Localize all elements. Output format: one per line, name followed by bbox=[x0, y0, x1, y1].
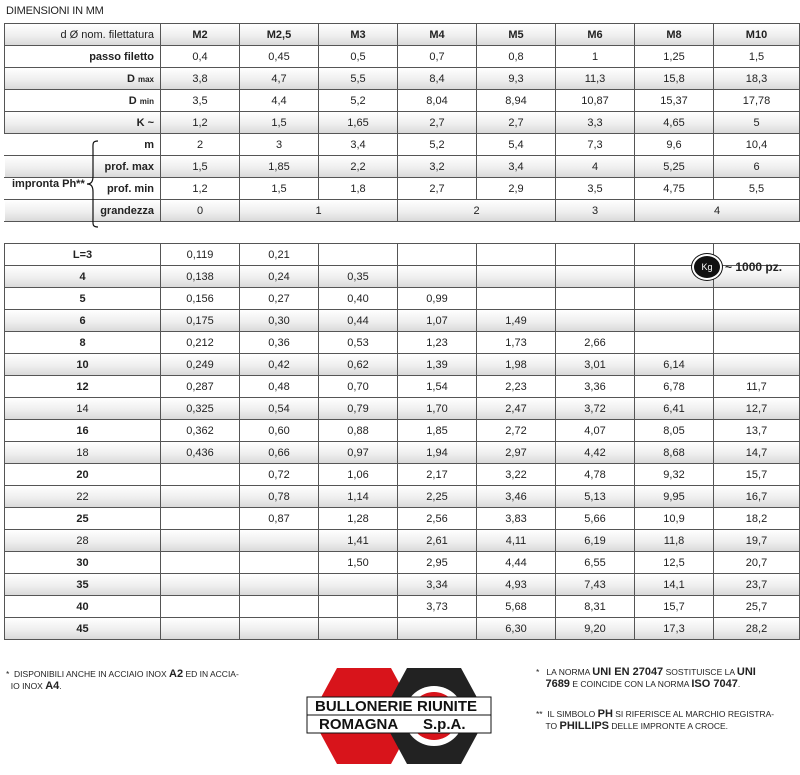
weight-value: 6,55 bbox=[556, 552, 635, 574]
weight-value bbox=[714, 332, 800, 354]
weight-value bbox=[240, 618, 319, 640]
weight-value: 3,46 bbox=[477, 486, 556, 508]
dimension-value: 2,7 bbox=[398, 112, 477, 134]
dimension-label: D max bbox=[5, 68, 161, 90]
length-label: 12 bbox=[5, 376, 161, 398]
dimension-row bbox=[5, 178, 800, 200]
weight-value: 6,41 bbox=[635, 398, 714, 420]
weight-value: 13,7 bbox=[714, 420, 800, 442]
dimension-value: 5 bbox=[714, 112, 800, 134]
weight-value: 6,78 bbox=[635, 376, 714, 398]
weight-value: 20,7 bbox=[714, 552, 800, 574]
weight-value: 6,14 bbox=[635, 354, 714, 376]
dimension-label: D min bbox=[5, 90, 161, 112]
weight-row bbox=[5, 530, 800, 552]
dimension-value: 4,4 bbox=[240, 90, 319, 112]
logo-line1a: BULLONERIE bbox=[315, 698, 413, 715]
weight-value: 0,138 bbox=[161, 266, 240, 288]
weight-row bbox=[5, 420, 800, 442]
weight-value: 0,40 bbox=[319, 288, 398, 310]
weight-value: 2,25 bbox=[398, 486, 477, 508]
length-label: 10 bbox=[5, 354, 161, 376]
length-label: 4 bbox=[5, 266, 161, 288]
length-label: 45 bbox=[5, 618, 161, 640]
weight-value: 0,21 bbox=[240, 244, 319, 266]
page-title: DIMENSIONI IN MM bbox=[6, 5, 104, 17]
weight-value bbox=[398, 266, 477, 288]
weight-value: 4,11 bbox=[477, 530, 556, 552]
length-label: 35 bbox=[5, 574, 161, 596]
size-header: M2,5 bbox=[240, 24, 319, 46]
weight-value: 1,85 bbox=[398, 420, 477, 442]
weight-value bbox=[398, 618, 477, 640]
weight-value: 18,2 bbox=[714, 508, 800, 530]
weight-value: 1,41 bbox=[319, 530, 398, 552]
logo-line2b: S.p.A. bbox=[423, 716, 466, 733]
header-label: d Ø nom. filettatura bbox=[5, 24, 161, 46]
weights-table bbox=[4, 243, 800, 640]
weight-row bbox=[5, 244, 800, 266]
dimension-value: 5,5 bbox=[714, 178, 800, 200]
weight-value: 0,35 bbox=[319, 266, 398, 288]
dimension-value: 1,8 bbox=[319, 178, 398, 200]
weight-value: 0,70 bbox=[319, 376, 398, 398]
dimension-row bbox=[5, 156, 800, 178]
weight-value: 23,7 bbox=[714, 574, 800, 596]
weight-value: 12,7 bbox=[714, 398, 800, 420]
weight-value: 2,47 bbox=[477, 398, 556, 420]
weight-value: 8,31 bbox=[556, 596, 635, 618]
weight-value bbox=[240, 596, 319, 618]
dimension-value: 5,2 bbox=[398, 134, 477, 156]
dimension-value: 3,5 bbox=[556, 178, 635, 200]
impronta-brace bbox=[86, 140, 100, 228]
weight-value: 3,22 bbox=[477, 464, 556, 486]
weight-row bbox=[5, 332, 800, 354]
length-label: L=3 bbox=[5, 244, 161, 266]
note-inox: * DISPONIBILI ANCHE IN ACCIAIO INOX A2 ED IN ACCIA- IO INOX A4. bbox=[6, 668, 239, 692]
weight-value: 4,44 bbox=[477, 552, 556, 574]
weight-value: 3,73 bbox=[398, 596, 477, 618]
weight-value: 0,212 bbox=[161, 332, 240, 354]
weight-value: 15,7 bbox=[714, 464, 800, 486]
weight-value bbox=[319, 574, 398, 596]
dimension-value: 17,78 bbox=[714, 90, 800, 112]
dimension-value: 10,87 bbox=[556, 90, 635, 112]
size-header: M6 bbox=[556, 24, 635, 46]
weight-value: 1,06 bbox=[319, 464, 398, 486]
weight-value bbox=[319, 596, 398, 618]
weight-value bbox=[240, 530, 319, 552]
weight-value: 6,19 bbox=[556, 530, 635, 552]
weight-value bbox=[161, 486, 240, 508]
dimension-value: 1,5 bbox=[240, 112, 319, 134]
weight-row bbox=[5, 310, 800, 332]
weight-value: 0,175 bbox=[161, 310, 240, 332]
weight-value bbox=[635, 310, 714, 332]
dimension-value: 1,5 bbox=[161, 156, 240, 178]
dimension-value: 9,3 bbox=[477, 68, 556, 90]
weight-value: 2,23 bbox=[477, 376, 556, 398]
weight-value: 14,1 bbox=[635, 574, 714, 596]
weight-value: 0,119 bbox=[161, 244, 240, 266]
weight-value: 1,49 bbox=[477, 310, 556, 332]
weight-value: 25,7 bbox=[714, 596, 800, 618]
size-header: M10 bbox=[714, 24, 800, 46]
weight-row bbox=[5, 618, 800, 640]
weight-value: 7,43 bbox=[556, 574, 635, 596]
weight-value: 0,325 bbox=[161, 398, 240, 420]
weight-value: 3,34 bbox=[398, 574, 477, 596]
dimension-value: 5,5 bbox=[319, 68, 398, 90]
weight-kg-icon: Kg bbox=[692, 254, 722, 280]
weight-badge bbox=[692, 254, 782, 280]
weight-value bbox=[319, 618, 398, 640]
weight-value: 1,94 bbox=[398, 442, 477, 464]
dimension-value: 2 bbox=[161, 134, 240, 156]
weight-value: 2,66 bbox=[556, 332, 635, 354]
weight-value bbox=[477, 288, 556, 310]
grandezza-value: 3 bbox=[556, 200, 635, 222]
weight-value: 2,61 bbox=[398, 530, 477, 552]
weight-row bbox=[5, 442, 800, 464]
dimension-value: 15,8 bbox=[635, 68, 714, 90]
dimension-value: 3,5 bbox=[161, 90, 240, 112]
dimension-value: 4,7 bbox=[240, 68, 319, 90]
weight-value: 4,93 bbox=[477, 574, 556, 596]
weight-value: 0,27 bbox=[240, 288, 319, 310]
weight-value: 0,97 bbox=[319, 442, 398, 464]
weight-value: 0,287 bbox=[161, 376, 240, 398]
weight-row bbox=[5, 288, 800, 310]
weight-value bbox=[714, 354, 800, 376]
dimension-value: 3,2 bbox=[398, 156, 477, 178]
size-header: M4 bbox=[398, 24, 477, 46]
dimension-value: 2,2 bbox=[319, 156, 398, 178]
dimension-value: 1,2 bbox=[161, 178, 240, 200]
dimension-value: 8,4 bbox=[398, 68, 477, 90]
dimension-value: 0,4 bbox=[161, 46, 240, 68]
dimension-label: K ~ bbox=[5, 112, 161, 134]
size-header: M8 bbox=[635, 24, 714, 46]
logo-line2a: ROMAGNA bbox=[319, 716, 399, 733]
weight-row bbox=[5, 486, 800, 508]
dimension-value: 18,3 bbox=[714, 68, 800, 90]
dimension-value: 3 bbox=[240, 134, 319, 156]
weight-value: 0,60 bbox=[240, 420, 319, 442]
weight-value bbox=[477, 244, 556, 266]
weight-value: 2,95 bbox=[398, 552, 477, 574]
dimension-label: m bbox=[5, 134, 161, 156]
weight-value: 0,156 bbox=[161, 288, 240, 310]
weight-value: 2,56 bbox=[398, 508, 477, 530]
weight-value: 0,79 bbox=[319, 398, 398, 420]
dimension-value: 1,65 bbox=[319, 112, 398, 134]
length-label: 6 bbox=[5, 310, 161, 332]
grandezza-label: grandezza bbox=[5, 200, 161, 222]
weight-value: 0,72 bbox=[240, 464, 319, 486]
weight-value: 4,07 bbox=[556, 420, 635, 442]
weight-value: 1,23 bbox=[398, 332, 477, 354]
grandezza-row bbox=[5, 200, 800, 222]
dimension-value: 4 bbox=[556, 156, 635, 178]
dimension-value: 5,2 bbox=[319, 90, 398, 112]
weight-value: 9,20 bbox=[556, 618, 635, 640]
length-label: 16 bbox=[5, 420, 161, 442]
dimension-value: 8,94 bbox=[477, 90, 556, 112]
weight-value: 16,7 bbox=[714, 486, 800, 508]
weight-value: 1,98 bbox=[477, 354, 556, 376]
dimension-value: 1,5 bbox=[240, 178, 319, 200]
weight-value: 8,68 bbox=[635, 442, 714, 464]
weight-value: 12,5 bbox=[635, 552, 714, 574]
length-label: 5 bbox=[5, 288, 161, 310]
impronta-label: impronta Ph** bbox=[12, 178, 85, 190]
weight-row bbox=[5, 508, 800, 530]
length-label: 14 bbox=[5, 398, 161, 420]
size-header: M2 bbox=[161, 24, 240, 46]
weight-value: 14,7 bbox=[714, 442, 800, 464]
weight-value bbox=[714, 288, 800, 310]
dimension-value: 1 bbox=[556, 46, 635, 68]
dimension-value: 2,9 bbox=[477, 178, 556, 200]
weight-value: 2,97 bbox=[477, 442, 556, 464]
weight-value bbox=[714, 310, 800, 332]
weight-badge-text: ~ 1000 pz. bbox=[725, 260, 783, 274]
weight-value: 0,78 bbox=[240, 486, 319, 508]
weight-value: 1,73 bbox=[477, 332, 556, 354]
dimension-row bbox=[5, 112, 800, 134]
weight-value: 28,2 bbox=[714, 618, 800, 640]
grandezza-value: 4 bbox=[635, 200, 800, 222]
weight-value bbox=[161, 618, 240, 640]
weight-value bbox=[477, 266, 556, 288]
grandezza-value: 1 bbox=[240, 200, 398, 222]
weight-value bbox=[556, 310, 635, 332]
weight-value: 17,3 bbox=[635, 618, 714, 640]
weight-value bbox=[240, 574, 319, 596]
note-phillips: ** IL SIMBOLO PH SI RIFERISCE AL MARCHIO REGISTRA- TO PHILLIPS DELLE IMPRONTE A CROCE. bbox=[536, 708, 775, 732]
dimension-value: 3,4 bbox=[477, 156, 556, 178]
weight-value: 4,42 bbox=[556, 442, 635, 464]
dimension-value: 1,25 bbox=[635, 46, 714, 68]
weight-value: 11,8 bbox=[635, 530, 714, 552]
length-label: 20 bbox=[5, 464, 161, 486]
weight-value bbox=[161, 596, 240, 618]
dimension-value: 1,85 bbox=[240, 156, 319, 178]
dimension-value: 0,7 bbox=[398, 46, 477, 68]
weight-value: 6,30 bbox=[477, 618, 556, 640]
weight-value: 0,42 bbox=[240, 354, 319, 376]
weight-value: 10,9 bbox=[635, 508, 714, 530]
weight-value: 1,54 bbox=[398, 376, 477, 398]
dimension-row bbox=[5, 134, 800, 156]
weight-value: 0,44 bbox=[319, 310, 398, 332]
weight-value: 3,72 bbox=[556, 398, 635, 420]
length-label: 18 bbox=[5, 442, 161, 464]
weight-value: 0,362 bbox=[161, 420, 240, 442]
dimension-value: 2,7 bbox=[398, 178, 477, 200]
logo-line1b: RIUNITE bbox=[417, 698, 477, 715]
weight-value: 0,54 bbox=[240, 398, 319, 420]
weight-value: 0,88 bbox=[319, 420, 398, 442]
weight-value: 3,36 bbox=[556, 376, 635, 398]
weight-value: 4,78 bbox=[556, 464, 635, 486]
weight-value: 0,30 bbox=[240, 310, 319, 332]
length-label: 28 bbox=[5, 530, 161, 552]
weight-value bbox=[635, 332, 714, 354]
size-header: M3 bbox=[319, 24, 398, 46]
weight-value bbox=[161, 464, 240, 486]
weight-row bbox=[5, 398, 800, 420]
weight-value: 0,87 bbox=[240, 508, 319, 530]
dimension-value: 4,65 bbox=[635, 112, 714, 134]
weight-row bbox=[5, 464, 800, 486]
dimension-row bbox=[5, 90, 800, 112]
weight-value bbox=[161, 530, 240, 552]
weight-value: 0,36 bbox=[240, 332, 319, 354]
dimension-value: 3,3 bbox=[556, 112, 635, 134]
dimension-value: 0,8 bbox=[477, 46, 556, 68]
weight-value bbox=[635, 288, 714, 310]
weight-value: 1,28 bbox=[319, 508, 398, 530]
weight-value: 1,70 bbox=[398, 398, 477, 420]
weight-value: 2,72 bbox=[477, 420, 556, 442]
weight-value: 0,66 bbox=[240, 442, 319, 464]
weight-value: 5,13 bbox=[556, 486, 635, 508]
length-label: 8 bbox=[5, 332, 161, 354]
weight-row bbox=[5, 376, 800, 398]
length-label: 22 bbox=[5, 486, 161, 508]
dimension-value: 1,2 bbox=[161, 112, 240, 134]
weight-value bbox=[556, 288, 635, 310]
dimension-value: 5,25 bbox=[635, 156, 714, 178]
length-label: 40 bbox=[5, 596, 161, 618]
dimension-value: 1,5 bbox=[714, 46, 800, 68]
dimension-value: 7,3 bbox=[556, 134, 635, 156]
weight-value: 19,7 bbox=[714, 530, 800, 552]
weight-value bbox=[556, 266, 635, 288]
weight-value: 11,7 bbox=[714, 376, 800, 398]
company-logo bbox=[305, 662, 493, 770]
dimension-label: passo filetto bbox=[5, 46, 161, 68]
dimension-value: 0,5 bbox=[319, 46, 398, 68]
weight-row bbox=[5, 354, 800, 376]
weight-value: 3,01 bbox=[556, 354, 635, 376]
length-label: 25 bbox=[5, 508, 161, 530]
dimension-value: 0,45 bbox=[240, 46, 319, 68]
weight-row bbox=[5, 596, 800, 618]
note-norma: * LA NORMA UNI EN 27047 SOSTITUISCE LA UNI 7689 E COINCIDE CON LA NORMA ISO 7047. bbox=[536, 666, 756, 690]
weight-value: 2,17 bbox=[398, 464, 477, 486]
weight-value: 1,50 bbox=[319, 552, 398, 574]
dimension-value: 9,6 bbox=[635, 134, 714, 156]
weight-value: 0,62 bbox=[319, 354, 398, 376]
weight-row bbox=[5, 552, 800, 574]
weight-value bbox=[319, 244, 398, 266]
weight-value: 9,32 bbox=[635, 464, 714, 486]
grandezza-value: 2 bbox=[398, 200, 556, 222]
weight-value: 0,99 bbox=[398, 288, 477, 310]
dimension-value: 8,04 bbox=[398, 90, 477, 112]
weight-value: 8,05 bbox=[635, 420, 714, 442]
dimension-value: 15,37 bbox=[635, 90, 714, 112]
size-header: M5 bbox=[477, 24, 556, 46]
dimension-value: 3,8 bbox=[161, 68, 240, 90]
dimension-row bbox=[5, 46, 800, 68]
weight-value: 9,95 bbox=[635, 486, 714, 508]
weight-value: 5,68 bbox=[477, 596, 556, 618]
weight-value: 0,24 bbox=[240, 266, 319, 288]
dimension-label: prof. min bbox=[5, 178, 161, 200]
length-label: 30 bbox=[5, 552, 161, 574]
weight-value: 1,14 bbox=[319, 486, 398, 508]
dimension-label: prof. max bbox=[5, 156, 161, 178]
weight-value: 0,48 bbox=[240, 376, 319, 398]
weight-value: 0,436 bbox=[161, 442, 240, 464]
weight-row bbox=[5, 266, 800, 288]
dimension-value: 3,4 bbox=[319, 134, 398, 156]
weight-value: 0,249 bbox=[161, 354, 240, 376]
dimension-value: 10,4 bbox=[714, 134, 800, 156]
dimensions-table bbox=[4, 23, 800, 222]
weight-value bbox=[240, 552, 319, 574]
dimension-value: 5,4 bbox=[477, 134, 556, 156]
weight-value bbox=[161, 574, 240, 596]
dimension-value: 6 bbox=[714, 156, 800, 178]
weight-value: 1,07 bbox=[398, 310, 477, 332]
weight-value: 15,7 bbox=[635, 596, 714, 618]
weight-value bbox=[161, 508, 240, 530]
weight-value bbox=[556, 244, 635, 266]
dimension-value: 4,75 bbox=[635, 178, 714, 200]
weight-row bbox=[5, 574, 800, 596]
weight-value: 3,83 bbox=[477, 508, 556, 530]
grandezza-value: 0 bbox=[161, 200, 240, 222]
header-row bbox=[5, 24, 800, 46]
dimension-row bbox=[5, 68, 800, 90]
weight-value: 0,53 bbox=[319, 332, 398, 354]
weight-value bbox=[398, 244, 477, 266]
weight-value bbox=[161, 552, 240, 574]
dimension-value: 11,3 bbox=[556, 68, 635, 90]
weight-value: 1,39 bbox=[398, 354, 477, 376]
weight-value: 5,66 bbox=[556, 508, 635, 530]
dimension-value: 2,7 bbox=[477, 112, 556, 134]
